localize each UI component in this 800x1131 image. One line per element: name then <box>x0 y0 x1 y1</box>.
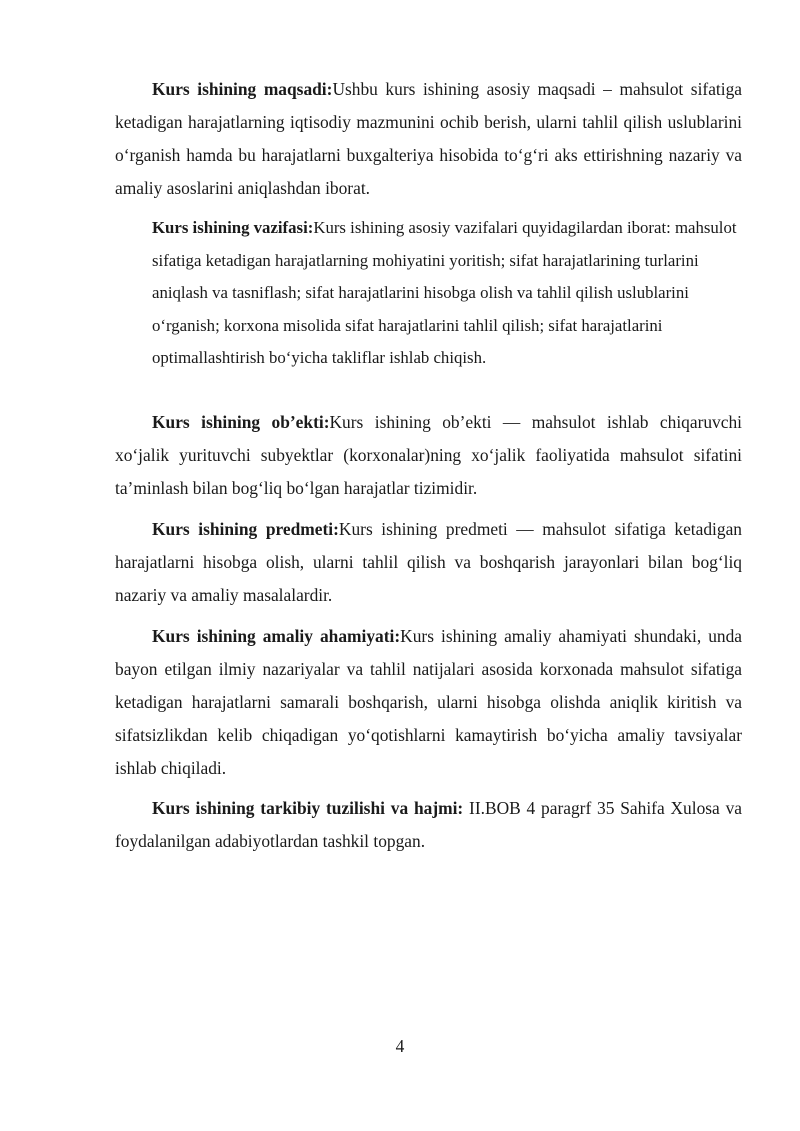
significance-heading: Kurs ishining amaliy ahamiyati: <box>152 626 401 646</box>
tasks-paragraph <box>152 212 752 375</box>
subject-heading: Kurs ishining predmeti: <box>152 519 339 539</box>
purpose-heading: Kurs ishining maqsadi: <box>152 79 333 99</box>
tasks-text: Kurs ishining asosiy vazifalari quyidagilardan iborat: mahsulot sifatiga ketadigan harajatlarning mohiyatini yoritish; sifat harajatlarining turlarini aniqlash va tasniflash; sifat harajatlarini hisobga olish va tahlil qilish uslublarini oʻrganish; korxona misolida sifat harajatlarini tahlil qilish; sifat harajatlarini optimallashtirish boʻyicha takliflar ishlab chiqish. <box>152 218 737 367</box>
purpose-text: Ushbu kurs ishining asosiy maqsadi – mahsulot sifatiga ketadigan harajatlarning iqtisodiy mazmunini ochib berish, ularni tahlil qilish uslublarini oʻrganish hamda bu harajatlarni buxgalteriya hisobida toʻgʻri aks ettirishning nazariy va amaliy asoslarini aniqlashdan iborat. <box>115 79 742 198</box>
page-number: 4 <box>395 1036 405 1056</box>
structure-heading: Kurs ishining tarkibiy tuzilishi va hajmi: <box>152 798 464 818</box>
object-heading: Kurs ishining ob’ekti: <box>152 412 330 432</box>
subject-text: Kurs ishining predmeti — mahsulot sifatiga ketadigan harajatlarni hisobga olish, ularni tahlil qilish va boshqarish jarayonlari bilan bogʻliq nazariy va amaliy masalalardir. <box>115 519 742 605</box>
tasks-heading: Kurs ishining vazifasi: <box>152 218 314 237</box>
subject-paragraph <box>115 513 742 612</box>
significance-text: Kurs ishining amaliy ahamiyati shundaki, unda bayon etilgan ilmiy nazariyalar va tahlil natijalari asosida korxonada mahsulot sifatiga ketadigan harajatlarni samarali boshqarish, ularni hisobga olishda aniqlik kiritish va sifatsizlikdan kelib chiqadigan yoʻqotishlarni kamaytirish boʻyicha amaliy tavsiyalar ishlab chiqiladi. <box>115 626 743 778</box>
significance-paragraph <box>115 620 742 785</box>
structure-text: II.BOB 4 paragrf 35 Sahifa Xulosa va foydalanilgan adabiyotlardan tashkil topgan. <box>115 798 742 851</box>
object-paragraph <box>115 406 742 505</box>
purpose-paragraph <box>115 73 742 205</box>
object-text: Kurs ishining ob’ekti — mahsulot ishlab chiqaruvchi xoʻjalik yurituvchi subyektlar (korxonalar)ning xoʻjalik faoliyatida mahsulot sifatini ta’minlash bilan bogʻliq boʻlgan harajatlar tizimidir. <box>115 412 742 498</box>
structure-paragraph <box>115 792 742 858</box>
